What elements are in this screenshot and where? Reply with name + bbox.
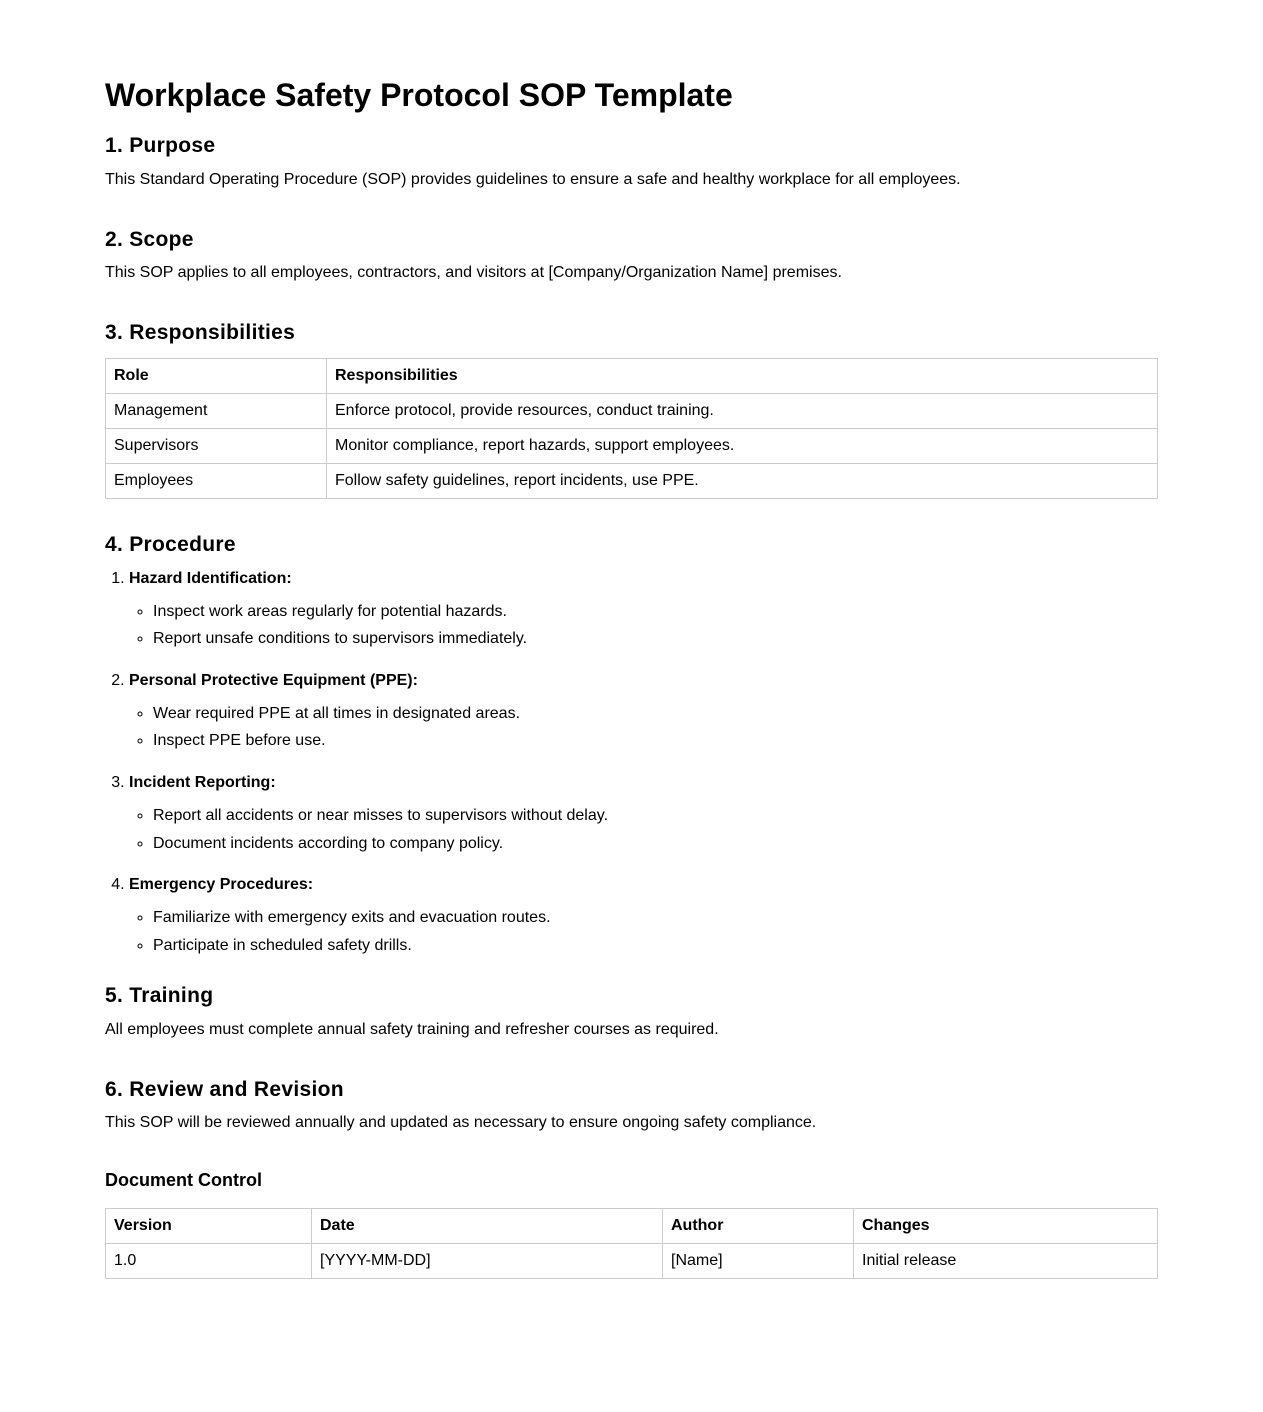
table-header-row [106,1209,1158,1244]
column-header-version: Version [106,1209,312,1244]
list-item: ◦ Report unsafe conditions to supervisors immediately. [153,626,1158,652]
procedure-step [129,873,1158,958]
role-cell: Employees [106,464,327,499]
step-title: 3. Incident Reporting: [129,773,276,791]
list-item: ◦ Document incidents according to company policy. [153,831,1158,857]
step-items [129,701,1158,754]
review-text: This SOP will be reviewed annually and updated as necessary to ensure ongoing safety compliance. [105,1113,817,1131]
document-control-table [105,1208,1158,1279]
section-heading-procedure: 4. Procedure [105,533,236,557]
list-item: ◦ Inspect work areas regularly for potential hazards. [153,599,1158,625]
section-heading-purpose: 1. Purpose [105,134,216,158]
column-header-role: Role [106,359,327,394]
step-title: 2. Personal Protective Equipment (PPE): [129,671,418,689]
author-cell: [Name] [663,1244,854,1279]
training-text: All employees must complete annual safety training and refresher courses as required. [105,1020,719,1038]
step-items [129,905,1158,958]
responsibility-cell: Monitor compliance, report hazards, support employees. [327,429,1158,464]
section-heading-training: 5. Training [105,984,214,1008]
procedure-list [105,567,1158,959]
list-item: ◦ Inspect PPE before use. [153,728,1158,754]
table-row [106,429,1158,464]
column-header-changes: Changes [854,1209,1158,1244]
procedure-step [129,567,1158,652]
column-header-author: Author [663,1209,854,1244]
responsibility-cell: Follow safety guidelines, report incidents, use PPE. [327,464,1158,499]
section-heading-scope: 2. Scope [105,227,194,251]
section-heading-review: 6. Review and Revision [105,1077,344,1101]
role-cell: Supervisors [106,429,327,464]
table-row [106,1244,1158,1279]
step-items [129,599,1158,652]
purpose-text: This Standard Operating Procedure (SOP) provides guidelines to ensure a safe and healthy workplace for all employees. [105,170,961,188]
table-row [106,394,1158,429]
scope-text: This SOP applies to all employees, contractors, and visitors at [Company/Organization Name] premises. [105,263,842,281]
step-title: 1. Hazard Identification: [129,569,292,587]
procedure-step [129,771,1158,856]
table-header-row [106,359,1158,394]
responsibility-cell: Enforce protocol, provide resources, conduct training. [327,394,1158,429]
responsibilities-table [105,358,1158,499]
list-item: ◦ Participate in scheduled safety drills. [153,933,1158,959]
page-title: Workplace Safety Protocol SOP Template [105,77,733,113]
step-items [129,803,1158,856]
changes-cell: Initial release [854,1244,1158,1279]
column-header-date: Date [312,1209,663,1244]
list-item: ◦ Report all accidents or near misses to supervisors without delay. [153,803,1158,829]
list-item: ◦ Familiarize with emergency exits and evacuation routes. [153,905,1158,931]
section-heading-responsibilities: 3. Responsibilities [105,320,296,344]
list-item: ◦ Wear required PPE at all times in designated areas. [153,701,1158,727]
table-row [106,464,1158,499]
role-cell: Management [106,394,327,429]
version-cell: 1.0 [106,1244,312,1279]
procedure-step [129,669,1158,754]
date-cell: [YYYY-MM-DD] [312,1244,663,1279]
step-title: 4. Emergency Procedures: [129,876,314,894]
document-control-heading: Document Control [105,1169,262,1190]
column-header-responsibilities: Responsibilities [327,359,1158,394]
